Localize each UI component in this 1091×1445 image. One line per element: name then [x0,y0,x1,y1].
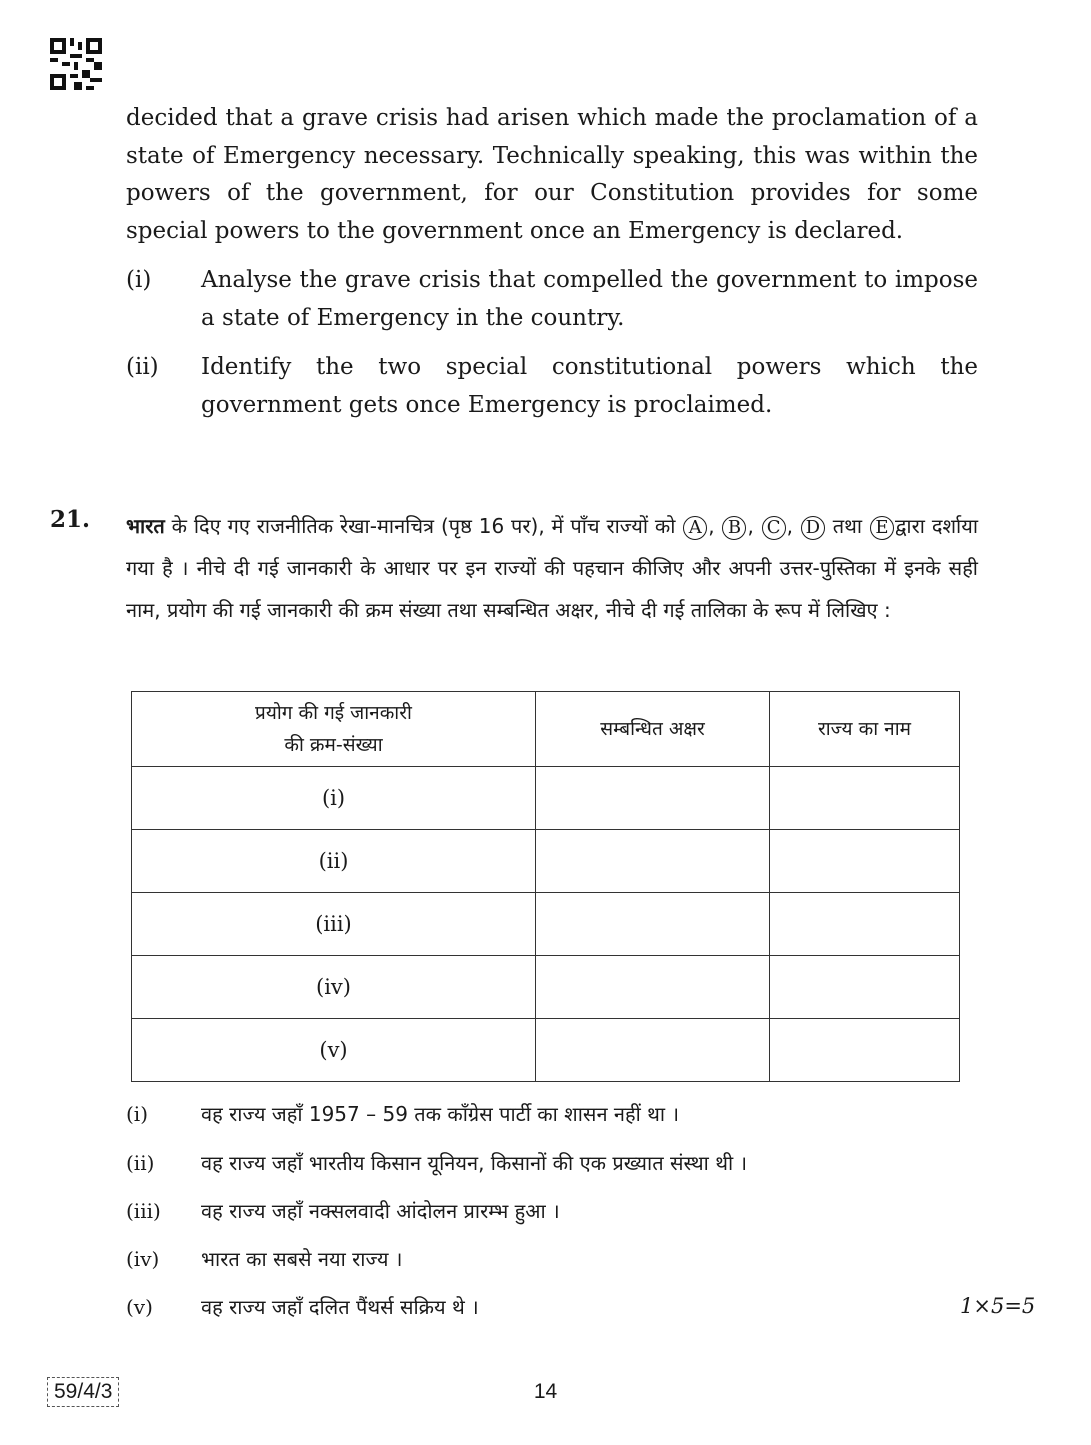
clue-item [126,1196,978,1226]
row-label: (iv) [132,956,536,1019]
separator: , [747,514,754,538]
table-header-row [132,692,960,767]
letter-c-marker: C [762,516,786,540]
clue-number: (i) [126,1102,149,1126]
question-line-2: द्वारा दर्शाया गया है । नीचे दी गई जानकारी के आधार पर इन राज्यों की पहचान कीजिए और अपनी उत्तर-पुस्तिका में इनके सही नाम, प्रयोग की गई जानकारी की क्रम संख्या तथा सम्बन्धित अक्षर, नीचे दी गई तालिका के रूप में लिखिए : [126,514,979,622]
empty-cell [536,956,770,1019]
table-row [132,893,960,956]
clue-number: (iii) [126,1199,161,1223]
clue-text: भारत का सबसे नया राज्य । [201,1247,403,1271]
header-serial-number [132,692,536,767]
row-label: (ii) [132,830,536,893]
answer-table [131,691,960,1082]
header-related-letter: सम्बन्धित अक्षर [536,692,770,767]
clue-item [126,1099,978,1129]
table-row [132,956,960,1019]
header-line-1: प्रयोग की गई जानकारी [255,702,412,724]
qr-code-icon [50,38,102,90]
table-row [132,1019,960,1082]
empty-cell [770,1019,960,1082]
clue-text: वह राज्य जहाँ नक्सलवादी आंदोलन प्रारम्भ हुआ । [201,1199,560,1223]
empty-cell [770,830,960,893]
clue-number: (iv) [126,1247,160,1271]
letter-e-marker: E [870,516,894,540]
clue-text: वह राज्य जहाँ 1957 – 59 तक काँग्रेस पार्टी का शासन नहीं था । [201,1102,680,1126]
subquestion-text: Analyse the grave crisis that compelled the government to impose a state of Emergency in the country. [201,267,978,331]
row-label: (iii) [132,893,536,956]
tatha-word: तथा [832,514,863,538]
clue-item [126,1292,978,1322]
subquestion-i [126,262,978,337]
subquestion-number: (i) [126,267,152,293]
empty-cell [770,767,960,830]
question-21-text [126,505,978,631]
empty-cell [536,1019,770,1082]
separator: , [786,514,794,538]
empty-cell [536,893,770,956]
letter-a-marker: A [683,516,707,540]
letter-d-marker: D [801,516,825,540]
clue-text: वह राज्य जहाँ भारतीय किसान यूनियन, किसानों की एक प्रख्यात संस्था थी । [201,1151,748,1175]
paper-code: 59/4/3 [47,1377,119,1407]
question-bold-word: भारत [126,514,165,538]
subquestion-text: Identify the two special constitutional powers which the government gets once Emergency is proclaimed. [201,354,978,418]
clue-text: वह राज्य जहाँ दलित पैंथर्स सक्रिय थे । [201,1295,479,1319]
row-label: (i) [132,767,536,830]
header-line-2: की क्रम-संख्या [284,734,383,756]
empty-cell [536,830,770,893]
subquestion-number: (ii) [126,354,159,380]
empty-cell [536,767,770,830]
row-label: (v) [132,1019,536,1082]
passage-text: decided that a grave crisis had arisen which made the proclamation of a state of Emergency necessary. Technically speaking, this was within the powers of the government, for our Constitution provides for some special powers to the government once an Emergency is declared. [126,105,978,244]
question-line-1: के दिए गए राजनीतिक रेखा-मानचित्र (पृष्ठ 16 पर), में पाँच राज्यों को [164,514,676,538]
letter-b-marker: B [722,516,746,540]
page-number: 14 [533,1380,558,1403]
header-state-name: राज्य का नाम [770,692,960,767]
table-row [132,830,960,893]
clue-item [126,1244,978,1274]
clue-item [126,1148,978,1178]
clue-number: (ii) [126,1151,155,1175]
empty-cell [770,956,960,1019]
subquestion-ii [126,349,978,424]
marks-label: 1×5=5 [960,1294,1036,1318]
table-row [132,767,960,830]
separator: , [708,514,715,538]
empty-cell [770,893,960,956]
clue-number: (v) [126,1295,153,1319]
question-number: 21. [50,506,91,533]
